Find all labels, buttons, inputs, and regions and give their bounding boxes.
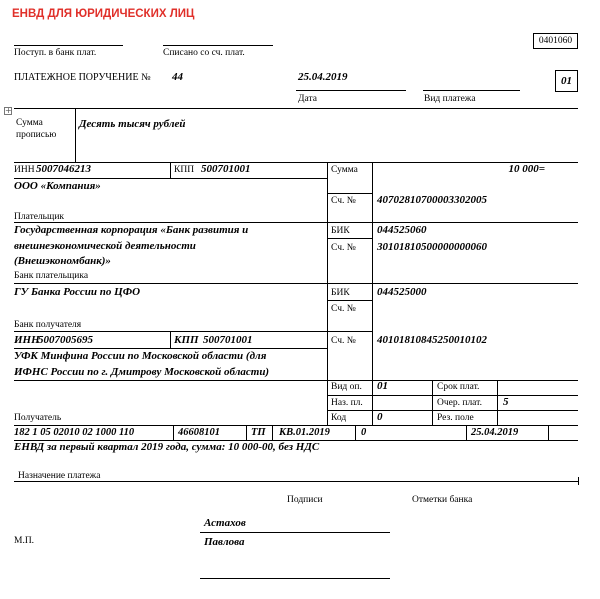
divider [327,300,372,301]
tax-basis: ТП [251,427,266,438]
divider [327,238,372,239]
tax-kbk: 182 1 05 02010 02 1000 110 [14,427,135,438]
recipient-inn: 5007005695 [38,334,93,346]
divider [14,348,327,349]
reserve-field-label: Рез. поле [437,413,474,423]
divider [75,108,76,162]
payer-inn-label: ИНН [14,165,35,175]
divider [432,380,433,425]
payment-purpose-label: Назначение платежа [18,471,101,481]
received-line [14,45,123,46]
payer-bank-bik: 044525060 [377,224,427,236]
payment-term-label: Срок плат. [437,382,480,392]
debited-line [163,45,273,46]
payer-bank-name-line: внешнеэкономической деятельности [14,240,196,252]
code-label: Код [331,413,347,423]
signature-line [200,578,390,579]
recipient-bank-account-label: Сч. № [331,304,356,314]
signatures-label: Подписи [287,495,323,505]
operation-type: 01 [377,380,388,392]
code-value: 0 [377,411,383,423]
payer-bank-bik-label: БИК [331,226,350,236]
recipient-inn-label: ИНН [14,334,40,346]
operation-type-label: Вид оп. [331,382,362,392]
divider [14,331,372,332]
payer-name: ООО «Компания» [14,180,101,192]
recipient-label: Получатель [14,413,62,423]
payer-account: 40702810700003302005 [377,194,487,206]
payer-bank-account: 30101810500000000060 [377,241,487,253]
divider [170,331,171,348]
recipient-name-line: ИФНС России по г. Дмитрову Московской области) [14,366,270,378]
payment-type-line [423,90,520,91]
date-label: Дата [298,94,317,104]
recipient-name-line: УФК Минфина России по Московской области (для [14,350,267,362]
divider [14,222,578,223]
document-title: ЕНВД ДЛЯ ЮРИДИЧЕСКИХ ЛИЦ [12,8,195,20]
recipient-bank-bik: 044525000 [377,286,427,298]
tax-doc-number: 0 [361,427,367,438]
divider [578,477,579,485]
payer-kpp-label: КПП [174,165,195,175]
amount-value: 10 000= [508,163,545,175]
divider [173,425,174,440]
tax-period: КВ.01.2019 [279,427,330,438]
amount-words-value: Десять тысяч рублей [79,118,186,130]
priority-label: Очер. плат. [437,398,482,408]
payer-bank-name-line: Государственная корпорация «Банк развития и [14,224,249,236]
recipient-bank-name: ГУ Банка России по ЦФО [14,286,141,298]
divider [327,395,578,396]
recipient-account: 40101810845250010102 [377,334,487,346]
form-code-box: 0401060 [533,33,578,49]
payer-inn: 5007046213 [36,163,91,175]
debited-label: Списано со сч. плат. [163,48,245,58]
divider [327,162,328,425]
divider [246,425,247,440]
divider [497,380,498,425]
divider [548,425,549,440]
order-heading: ПЛАТЕЖНОЕ ПОРУЧЕНИЕ № [14,72,151,83]
payment-purpose: ЕНВД за первый квартал 2019 года, сумма: 10 000-00, без НДС [14,441,320,453]
divider [170,162,171,178]
order-number: 44 [172,71,183,83]
divider [14,162,578,163]
divider [372,162,373,425]
amount-words-label: Сумма прописью [16,118,57,140]
recipient-kpp-label: КПП [174,334,199,346]
recipient-bank-bik-label: БИК [331,288,350,298]
purpose-code-label: Наз. пл. [331,398,363,408]
status-code-box: 01 [555,70,578,92]
payer-bank-label: Банк плательщика [14,271,89,281]
recipient-kpp: 500701001 [203,334,253,346]
amount-label: Сумма [331,165,358,175]
payment-type-label: Вид платежа [424,94,476,104]
received-label: Поступ. в банк плат. [14,48,97,58]
order-date: 25.04.2019 [298,71,348,83]
signer-name: Астахов [204,517,246,529]
priority-value: 5 [503,396,509,408]
divider [14,178,327,179]
signature-line [200,532,390,533]
payer-kpp: 500701001 [201,163,251,175]
date-line [296,90,406,91]
stamp-label: М.П. [14,536,35,546]
expand-icon[interactable]: + [5,106,12,115]
tax-doc-date: 25.04.2019 [471,427,519,438]
recipient-bank-label: Банк получателя [14,320,82,330]
signer-name: Павлова [204,536,245,548]
payer-bank-name-line: (Внешэкономбанк)» [14,255,111,267]
divider [327,410,578,411]
divider [14,380,578,381]
divider [14,283,578,284]
divider [272,425,273,440]
divider [14,481,578,482]
divider [355,425,356,440]
tax-oktmo: 46608101 [178,427,220,438]
recipient-account-label: Сч. № [331,336,356,346]
payer-bank-account-label: Сч. № [331,243,356,253]
divider [466,425,467,440]
payer-account-label: Сч. № [331,196,356,206]
payer-label: Плательщик [14,212,65,222]
divider [14,108,578,109]
divider [327,193,372,194]
bank-marks-label: Отметки банка [412,495,473,505]
